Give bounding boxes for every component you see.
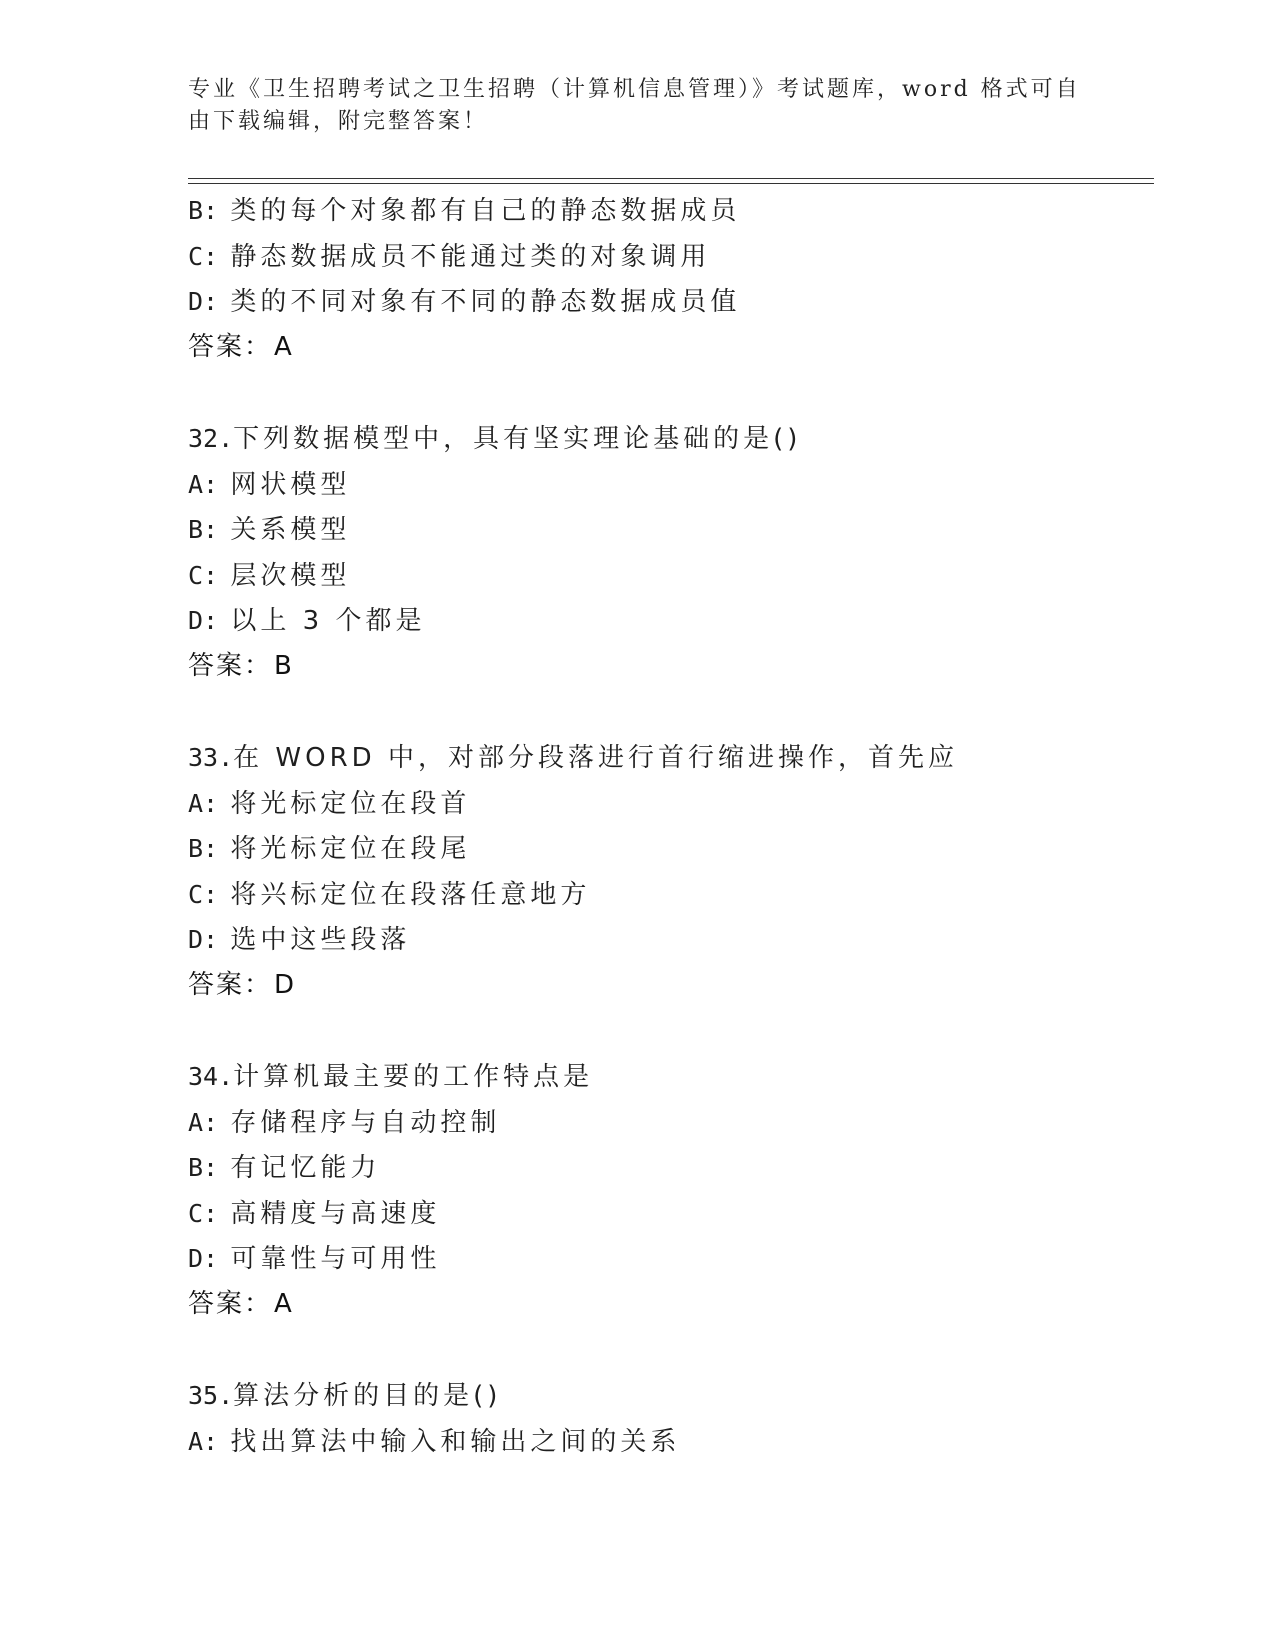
answer-line bbox=[188, 1282, 1148, 1328]
option-d bbox=[188, 279, 1148, 325]
option-d bbox=[188, 917, 1148, 963]
answer-key: 答案： bbox=[188, 331, 273, 362]
option-label: A: bbox=[188, 788, 219, 818]
header-line-2: 由下载编辑，附完整答案！ bbox=[188, 109, 489, 134]
option-text: 静态数据成员不能通过类的对象调用 bbox=[230, 241, 711, 272]
option-a bbox=[188, 1419, 1148, 1465]
header-divider-top bbox=[188, 178, 1154, 179]
option-d bbox=[188, 1236, 1148, 1282]
answer-line bbox=[188, 325, 1148, 371]
option-text: 找出算法中输入和输出之间的关系 bbox=[230, 1426, 681, 1457]
option-c bbox=[188, 872, 1148, 918]
option-text: 存储程序与自动控制 bbox=[230, 1107, 501, 1138]
question-32 bbox=[188, 416, 1148, 689]
option-a bbox=[188, 781, 1148, 827]
option-c bbox=[188, 553, 1148, 599]
option-text: 高精度与高速度 bbox=[230, 1198, 441, 1229]
spacer bbox=[188, 1008, 1148, 1054]
question-35 bbox=[188, 1373, 1148, 1464]
option-label: C: bbox=[188, 879, 219, 909]
question-number: 34. bbox=[188, 1062, 234, 1091]
option-label: C: bbox=[188, 1198, 219, 1228]
option-text: 以上 3 个都是 bbox=[230, 606, 426, 636]
spacer bbox=[188, 1327, 1148, 1373]
option-d bbox=[188, 598, 1148, 644]
option-b bbox=[188, 1145, 1148, 1191]
option-text: 将光标定位在段首 bbox=[230, 788, 471, 819]
option-text: 层次模型 bbox=[230, 560, 351, 591]
option-label: A: bbox=[188, 469, 219, 499]
answer-value: D bbox=[274, 969, 295, 1000]
spacer bbox=[188, 370, 1148, 416]
option-label: D: bbox=[188, 287, 219, 316]
option-label: C: bbox=[188, 241, 219, 271]
question-stem bbox=[188, 416, 1148, 462]
option-label: B: bbox=[188, 196, 219, 225]
option-text: 类的不同对象有不同的静态数据成员值 bbox=[230, 287, 741, 317]
option-b bbox=[188, 826, 1148, 872]
question-text: 下列数据模型中，具有坚实理论基础的是() bbox=[233, 424, 802, 454]
question-text: 在 WORD 中，对部分段落进行首行缩进操作，首先应 bbox=[233, 743, 958, 773]
option-label: B: bbox=[188, 834, 219, 863]
answer-value: A bbox=[274, 331, 292, 362]
question-number: 32. bbox=[188, 424, 234, 453]
question-continued bbox=[188, 188, 1148, 370]
option-text: 网状模型 bbox=[230, 469, 351, 500]
option-text: 类的每个对象都有自己的静态数据成员 bbox=[230, 196, 741, 226]
option-label: A: bbox=[188, 1107, 219, 1137]
option-label: B: bbox=[188, 515, 219, 544]
option-b bbox=[188, 507, 1148, 553]
option-label: D: bbox=[188, 925, 219, 954]
option-text: 将光标定位在段尾 bbox=[230, 834, 471, 864]
answer-line bbox=[188, 963, 1148, 1009]
header-divider-bottom bbox=[188, 183, 1154, 184]
answer-key: 答案： bbox=[188, 969, 273, 1000]
option-text: 选中这些段落 bbox=[230, 925, 411, 955]
option-label: D: bbox=[188, 606, 219, 635]
option-a bbox=[188, 1100, 1148, 1146]
question-stem bbox=[188, 735, 1148, 781]
option-label: B: bbox=[188, 1153, 219, 1182]
question-number: 35. bbox=[188, 1381, 234, 1410]
question-text: 计算机最主要的工作特点是 bbox=[233, 1062, 594, 1092]
question-stem bbox=[188, 1054, 1148, 1100]
option-label: A: bbox=[188, 1426, 219, 1456]
option-text: 可靠性与可用性 bbox=[230, 1244, 441, 1274]
question-33 bbox=[188, 735, 1148, 1008]
question-stem bbox=[188, 1373, 1148, 1419]
option-text: 有记忆能力 bbox=[230, 1153, 381, 1183]
question-text: 算法分析的目的是() bbox=[233, 1381, 502, 1411]
header-line-1: 专业《卫生招聘考试之卫生招聘（计算机信息管理）》考试题库，word 格式可自 bbox=[188, 77, 1081, 102]
spacer bbox=[188, 689, 1148, 735]
option-c bbox=[188, 1191, 1148, 1237]
answer-key: 答案： bbox=[188, 1288, 273, 1319]
option-c bbox=[188, 234, 1148, 280]
answer-value: B bbox=[274, 650, 292, 681]
document-header bbox=[188, 74, 1081, 138]
answer-key: 答案： bbox=[188, 650, 273, 681]
option-text: 关系模型 bbox=[230, 515, 351, 545]
answer-value: A bbox=[274, 1288, 292, 1319]
question-34 bbox=[188, 1054, 1148, 1327]
option-a bbox=[188, 462, 1148, 508]
option-b bbox=[188, 188, 1148, 234]
option-label: C: bbox=[188, 560, 219, 590]
question-list bbox=[188, 188, 1148, 1464]
option-text: 将兴标定位在段落任意地方 bbox=[230, 879, 591, 910]
option-label: D: bbox=[188, 1244, 219, 1273]
answer-line bbox=[188, 644, 1148, 690]
question-number: 33. bbox=[188, 743, 234, 772]
